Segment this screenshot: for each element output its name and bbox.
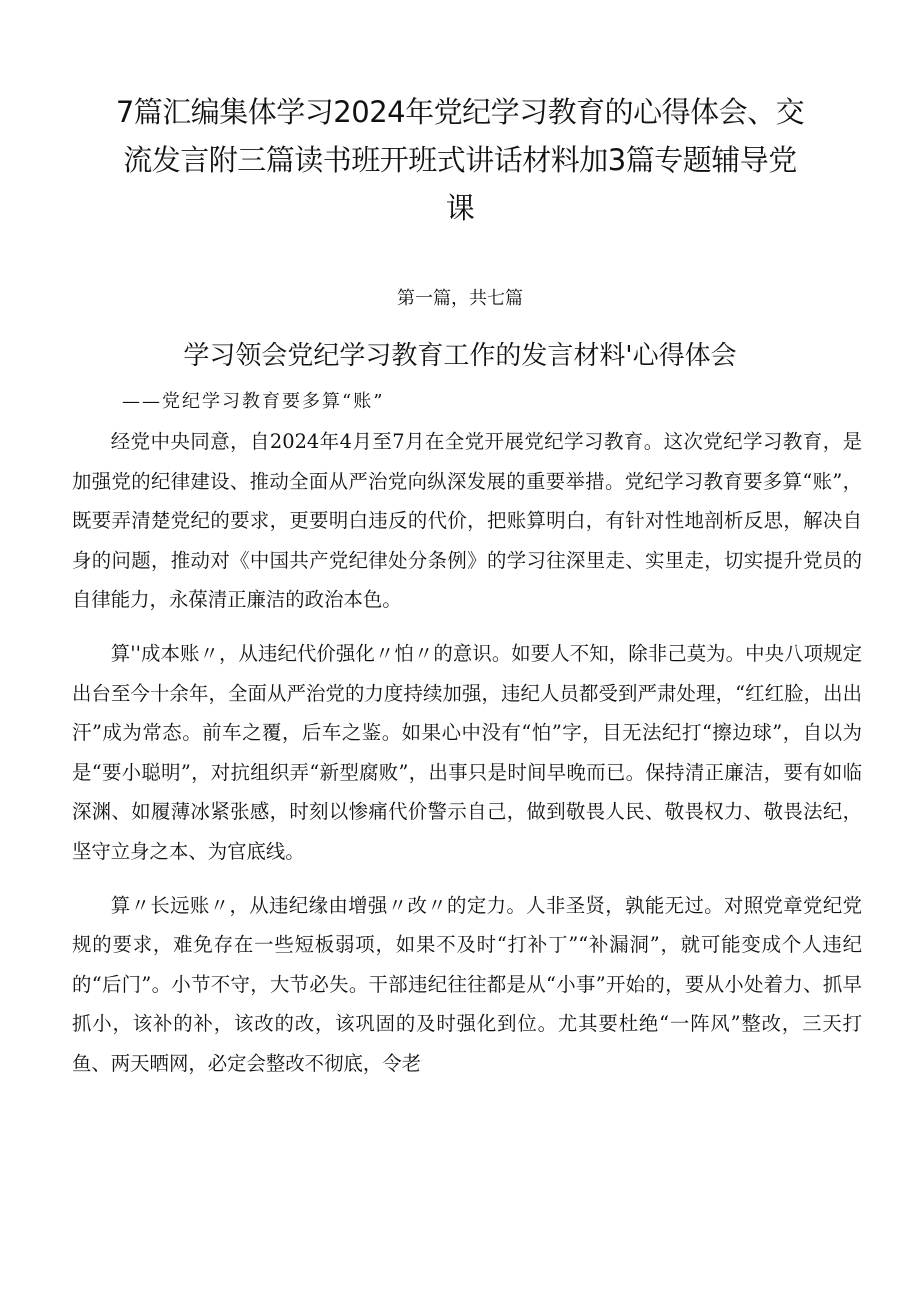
paragraph-2: 算''成本账〃，从违纪代价强化〃怕〃的意识。如要人不知，除非己莫为。中央八项规定出台至今十余年，全面从严治党的力度持续加强，违纪人员都受到严肃处理，“红红脸，出出汗”成为常态。前车之覆，后车之鉴。如果心中没有“怕”字，目无法纪打“擦边球”，自以为是“要小聪明”，对抗组织弄“新型腐败”，出事只是时间早晚而已。保持清正廉洁，要有如临深渊、如履薄冰紧张感，时刻以惨痛代价警示自己，做到敬畏人民、敬畏权力、敬畏法纪，坚守立身之本、为官底线。 xyxy=(72,641,862,863)
section-subtitle: ——党纪学习教育要多算“账” xyxy=(122,391,385,412)
paragraph-3: 算〃长远账〃，从违纪缘由增强〃改〃的定力。人非圣贤，孰能无过。对照党章党纪党规的要求，难免存在一些短板弱项，如果不及时“打补丁”“补漏洞”，就可能变成个人违纪的“后门”。小节不守，大节必失。干部违纪往往都是从“小事”开始的，要从小处着力、抓早抓小，该补的补，该改的改，该巩固的及时强化到位。尤其要杜绝“一阵风”整改，三天打鱼、两天晒网，必定会整改不彻底，令老 xyxy=(72,893,862,1075)
section-title: 学习领会党纪学习教育工作的发言材料'心得体会 xyxy=(183,341,737,371)
document-body xyxy=(72,422,862,1098)
part-label: 第一篇，共七篇 xyxy=(397,288,523,309)
paragraph-1: 经党中央同意，自2024年4月至7月在全党开展党纪学习教育。这次党纪学习教育，是加强党的纪律建设、推动全面从严治党向纵深发展的重要举措。党纪学习教育要多算“账”，既要弄清楚党纪的要求，更要明白违反的代价，把账算明白，有针对性地剖析反思，解决自身的问题，推动对《中国共产党纪律处分条例》的学习往深里走、实里走，切实提升党员的自律能力，永葆清正廉洁的政治本色。 xyxy=(72,430,862,612)
document-title: 7篇汇编集体学习2024年党纪学习教育的心得体会、交流发言附三篇读书班开班式讲话材料加3篇专题辅导党课 xyxy=(115,95,805,225)
